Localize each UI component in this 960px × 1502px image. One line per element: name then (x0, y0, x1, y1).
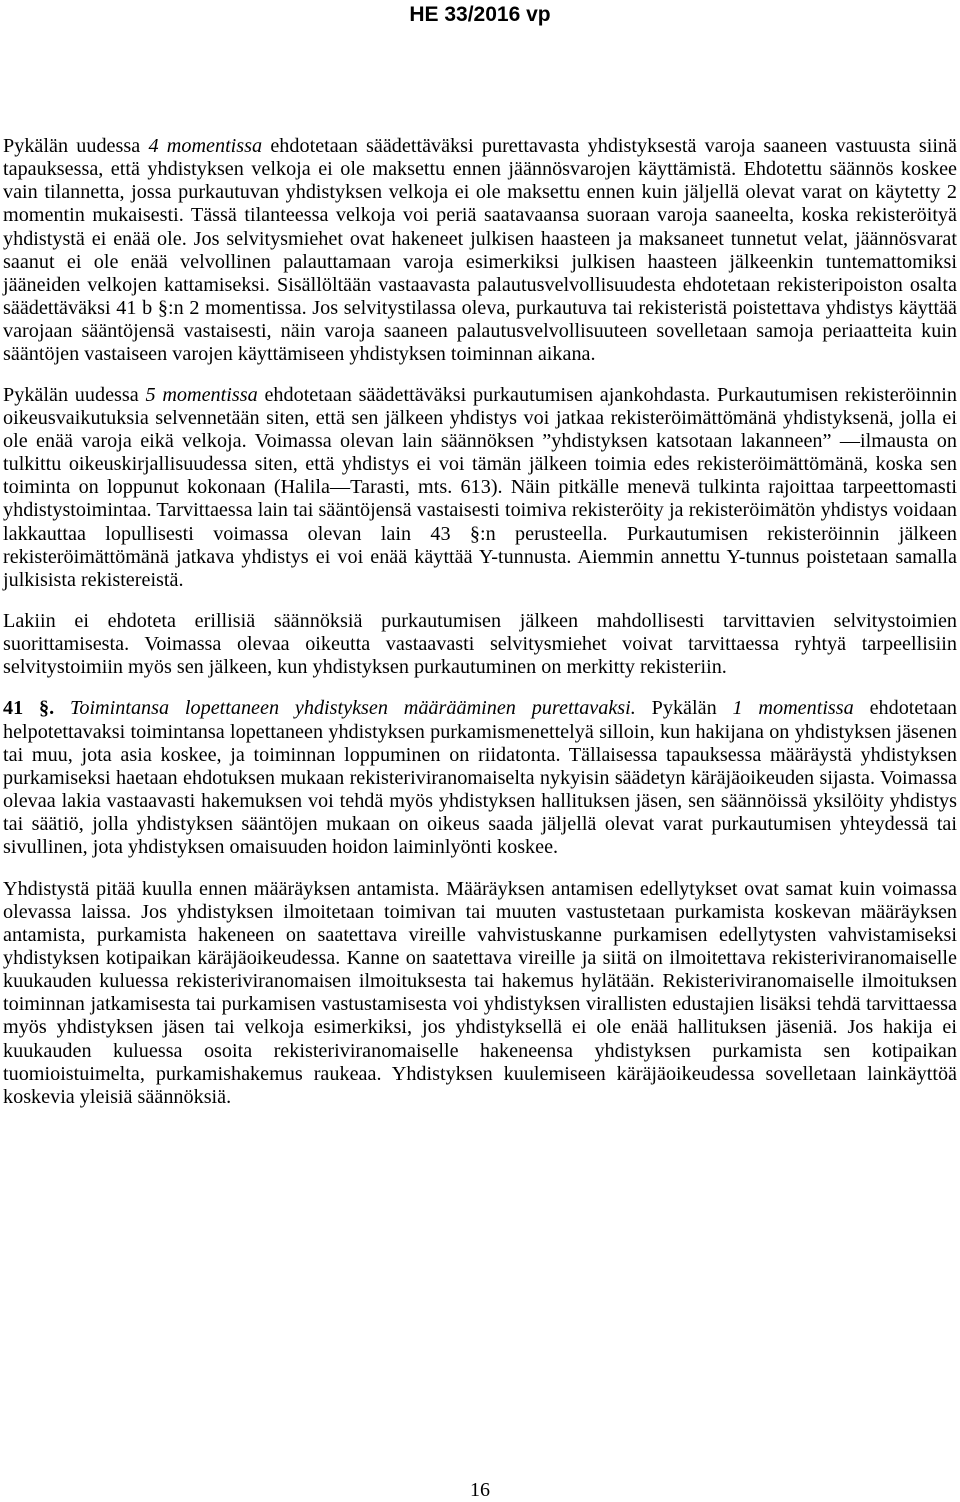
document-body (3, 135, 957, 1127)
emphasis: 5 momentissa (145, 383, 258, 406)
section-number: 41 §. (3, 697, 55, 720)
paragraph: Lakiin ei ehdoteta erillisiä säännöksiä purkautumisen jälkeen mahdollisesti tarvittavien selvitystoimien suorittamisesta. Voimassa olevaa oikeutta vastaavasti selvitysmiehet voivat tarvittaessa ryhtyä tarpeellisiin selvitystoimiin myös sen jälkeen, kun yhdistyksen purkautuminen on merkitty rekisteriin. (3, 609, 957, 679)
paragraph: Pykälän uudessa 5 momentissa ehdotetaan säädettäväksi purkautumisen ajankohdasta. Purkautumisen rekisteröinnin oikeusvaikutuksia selvennetään siten, että sen jälkeen yhdistys voi jatkaa rekisteröimättömänä yhdistyksenä, jolla ei ole enää varoja eikä velkoja. Voimassa olevan lain säännöksen ”yhdistyksen katsotaan lakanneen” —ilmausta on tulkittu oikeuskirjallisuudessa siten, että yhdistys ei voi tämän jälkeen toimia edes rekisteröimättömänä, koska sen toiminta on loppunut kokonaan (Halila—Tarasti, mts. 613). Näin pitkälle menevä tulkinta rajoittaa tarpeettomasti yhdistystoimintaa. Tarvittaessa lain tai sääntöjensä vastaisesti toimiva rekisteröity ja rekisteröimätön yhdistys voidaan lakkauttaa lopullisesti voimassa olevan lain 43 §:n perusteella. Purkautumisen rekisteröinnin jälkeen rekisteröimättömänä jatkava yhdistys ei voi enää käyttää Y-tunnusta. Aiemmin annettu Y-tunnus poistetaan samalla julkisista rekistereistä. (3, 383, 957, 591)
page-number: 16 (470, 1479, 490, 1501)
emphasis: 1 momentissa (732, 697, 854, 720)
section-paragraph: 41 §. Toimintansa lopettaneen yhdistyksen määrääminen purettavaksi. Pykälän 1 momentissa ehdotetaan helpotettavaksi toimintansa lopettaneen yhdistyksen purkamismenettelyä silloin, kun hakijana on yhdistyksen jäsenen tai muu, jota asia koskee, ja toiminnan loppuminen on riidatonta. Tällaisessa tapauksessa määräystä yhdistyksen purkamiseksi haetaan ehdotuksen mukaan rekisteriviranomaiselta nykyisin säädetyn käräjäoikeuden sijasta. Voimassa olevaa lakia vastaavasti hakemuksen voi tehdä myös yhdistyksen hallituksen jäsen, sen säännöissä yksilöity yhdistys tai säätiö, jolla yhdistyksen sääntöjen mukaan on oikeus saada jäljellä olevat varat purkautumisen yhteydessä tai sivullinen, jota yhdistyksen omaisuuden hoidon laiminlyönti koskee. (3, 697, 958, 859)
section-title: Toimintansa lopettaneen yhdistyksen määrääminen purettavaksi. (54, 697, 636, 720)
emphasis: 4 momentissa (148, 135, 263, 157)
paragraph: Pykälän uudessa 4 momentissa ehdotetaan säädettäväksi purettavasta yhdistyksestä varoja saaneen vastuusta siinä tapauksessa, että yhdistyksen velkoja ei ole maksettu ennen jäännösvarojen käyttämistä. Ehdotettu säännös koskee vain tilannetta, jossa purkautuvan yhdistyksen velkoja ei ole maksettu ennen kuin jäljellä olevat varat on käytetty 2 momentin mukaisesti. Tässä tilanteessa velkoja voi periä saatavaansa suoraan varoja saaneelta, koska rekisteröityä yhdistystä ei enää ole. Jos selvitysmiehet ovat hakeneet julkisen haasteen ja maksaneet tunnetut velat, jäännösvarat saanut ei ole enää velvollinen palauttamaan varoja esimerkiksi julkisen haasteen jälkeenkin tuntemattomiksi jääneiden velkojen kattamiseksi. Sisällöltään vastaavasta palautusvelvollisuudesta ehdotetaan rekisteripoiston osalta säädettäväksi 41 b §:n 2 momentissa. Jos selvitystilassa oleva, purkautuva tai rekisteristä poistettava yhdistys käyttää varojaan sääntöjensä vastaisesti, näin varoja saaneen palautusvelvollisuuteen sovelletaan samoja periaatteita kuin sääntöjen vastaiseen varojen käyttämiseen yhdistyksen toiminnan aikana. (3, 135, 957, 366)
paragraph: Yhdistystä pitää kuulla ennen määräyksen antamista. Määräyksen antamisen edellytykset ovat samat kuin voimassa olevassa laissa. Jos yhdistyksen ilmoitetaan toimivan tai muuten vastustetaan purkamista koskevan määräyksen antamista, purkamista hakeneen on saatettava vireille vahvistuskanne purkamisen edellytysten vahvistamiseksi yhdistyksen kotipaikan käräjäoikeudessa. Kanne on saatettava vireille ja siitä on ilmoitettava rekisteriviranomaiselle kuukauden kuluessa rekisteriviranomaisen ilmoituksesta tai hakemus hylätään. Rekisteriviranomaiselle ilmoituksen toiminnan jatkamisesta tai purkamisen vastustamisesta voi yhdistyksen virallisten edustajien lisäksi tehdä tarvittaessa myös yhdistyksen jäsen tai velkoja esimerkiksi, jos yhdistyksellä ei ole enää hallituksen jäseniä. Jos hakija ei kuukauden kuluessa osoita rekisteriviranomaiselle hakeneensa yhdistyksen purkamista sen kotipaikan tuomioistuimelta, purkamishakemus raukeaa. Yhdistyksen kuulemiseen käräjäoikeudessa sovelletaan lainkäyttöä koskevia yleisiä säännöksiä. (3, 877, 957, 1108)
document-header: HE 33/2016 vp (409, 3, 551, 26)
